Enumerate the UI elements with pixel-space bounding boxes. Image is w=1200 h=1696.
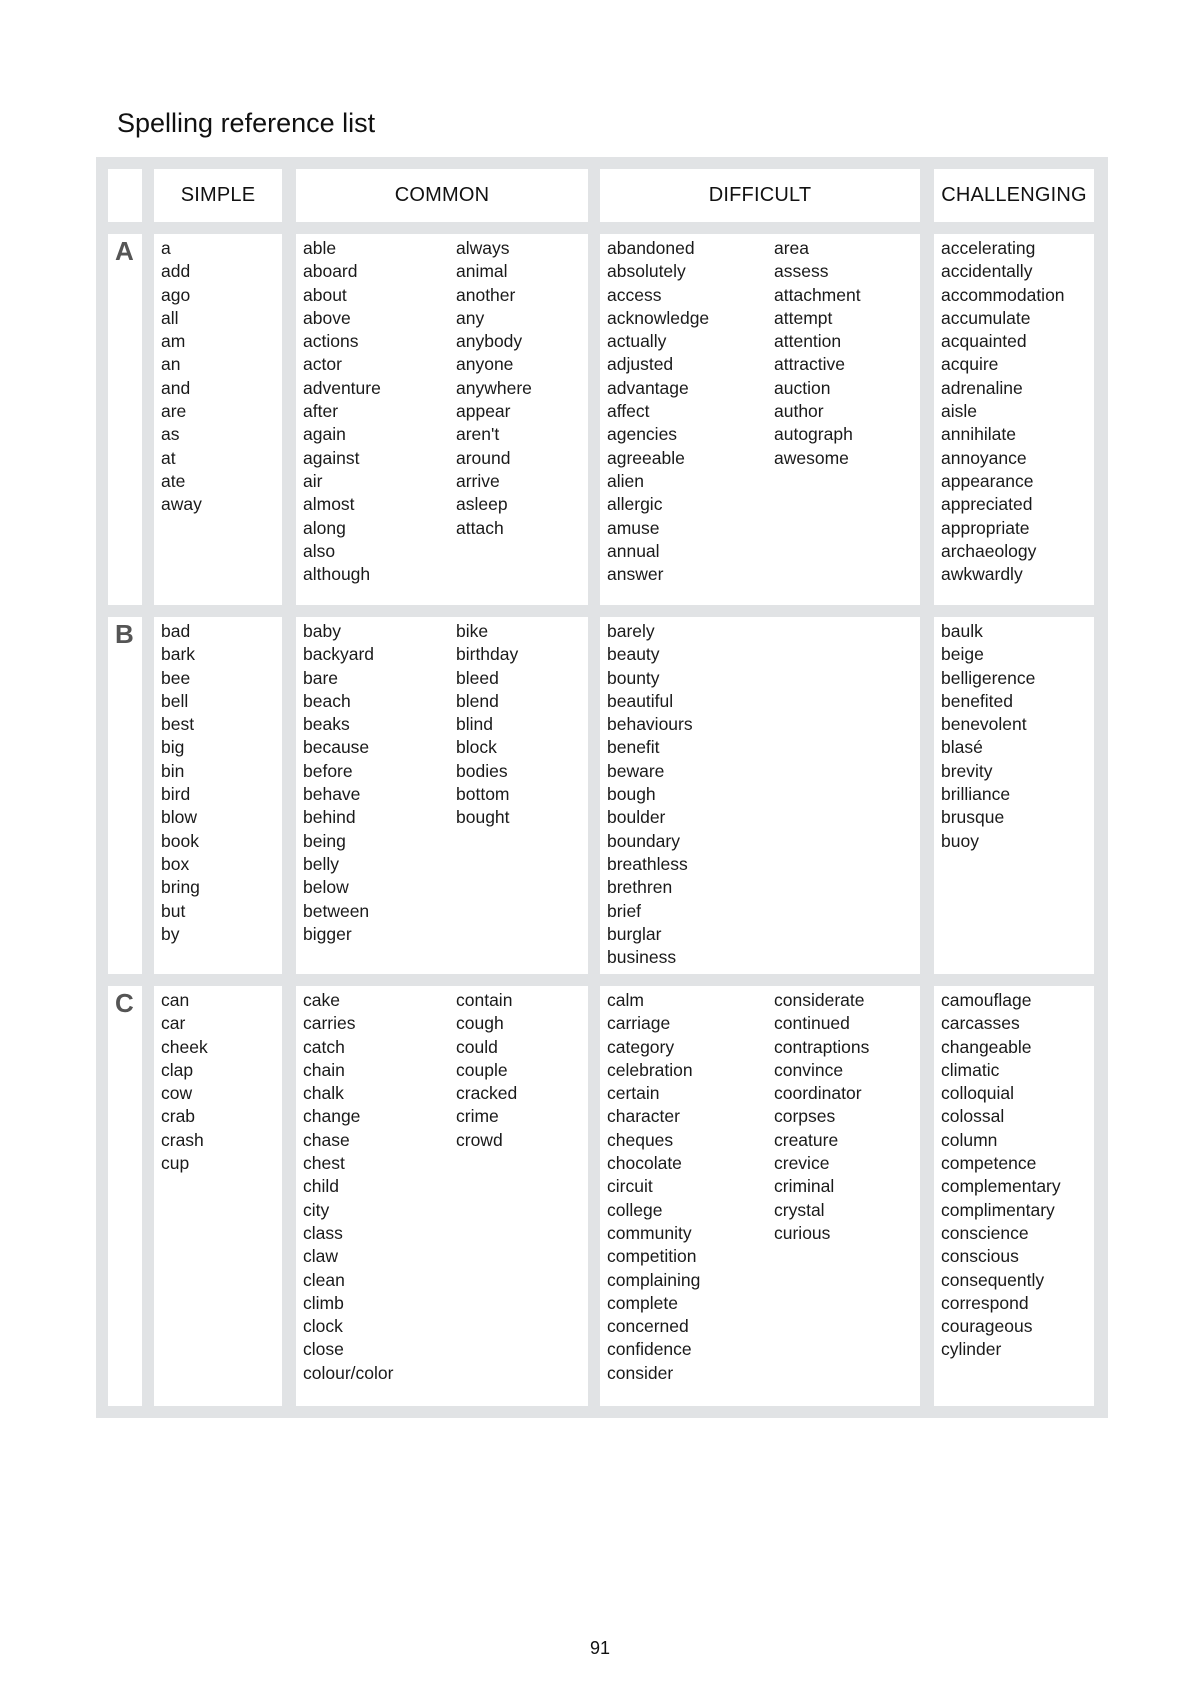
word-item: conscious [941,1246,1019,1267]
word-item: contraptions [774,1036,870,1057]
word-item: abandoned [607,238,695,258]
word-item: cup [161,1153,190,1174]
word-item: another [456,284,516,305]
word-item: column [941,1129,998,1150]
word-item: able [303,238,337,258]
header-common: COMMON [296,169,588,222]
word-item: autograph [774,424,853,445]
difficult-words-b-1 [607,620,693,969]
word-item: complementary [941,1176,1061,1197]
word-item: beware [607,760,665,781]
word-item: bough [607,784,656,805]
word-item: add [161,261,191,282]
challenging-words-a [941,237,1065,586]
word-item: any [456,307,485,328]
word-item: ate [161,470,186,491]
word-item: crystal [774,1199,825,1220]
word-item: awesome [774,447,849,468]
word-item: big [161,737,185,758]
word-item: couple [456,1059,508,1080]
word-item: cheek [161,1036,208,1057]
word-item: consequently [941,1269,1045,1290]
word-item: chest [303,1153,345,1174]
word-item: beige [941,644,984,665]
word-item: camouflage [941,990,1032,1010]
word-item: cracked [456,1083,518,1104]
word-item: character [607,1106,680,1127]
word-item: actor [303,354,342,375]
word-item: cake [303,990,340,1010]
word-item: continued [774,1013,850,1034]
common-words-b-2 [456,620,518,830]
word-item: anyone [456,354,514,375]
word-item: complimentary [941,1199,1055,1220]
word-item: against [303,447,360,468]
word-item: also [303,540,336,561]
word-item: crime [456,1106,499,1127]
word-item: considerate [774,990,865,1010]
word-item: amuse [607,517,660,538]
word-item: being [303,830,346,851]
word-item: breathless [607,853,688,874]
word-item: benefit [607,737,660,758]
word-item: around [456,447,511,468]
word-item: barely [607,621,655,641]
word-item: anywhere [456,377,532,398]
word-item: affect [607,401,650,422]
word-item: bare [303,667,339,688]
word-item: carriage [607,1013,671,1034]
word-item: book [161,830,199,851]
word-item: below [303,877,349,898]
word-item: attempt [774,307,833,328]
word-item: archaeology [941,540,1037,561]
word-item: are [161,401,187,422]
word-item: all [161,307,179,328]
word-item: beautiful [607,690,674,711]
word-item: beauty [607,644,660,665]
word-item: advantage [607,377,689,398]
word-item: between [303,900,370,921]
word-item: annoyance [941,447,1027,468]
word-item: brief [607,900,642,921]
common-words-b-1 [303,620,374,946]
word-item: absolutely [607,261,686,282]
challenging-words-c [941,989,1061,1362]
word-item: close [303,1339,344,1360]
word-item: boundary [607,830,680,851]
word-item: annihilate [941,424,1016,445]
word-item: an [161,354,181,375]
word-item: contain [456,990,513,1010]
word-item: bee [161,667,191,688]
word-item: accumulate [941,307,1031,328]
word-item: accidentally [941,261,1033,282]
word-item: child [303,1176,339,1197]
section-letter-c: C [115,988,134,1018]
word-item: coordinator [774,1083,862,1104]
word-item: boulder [607,807,666,828]
word-item: bigger [303,923,352,944]
word-item: benefited [941,690,1014,711]
word-item: as [161,424,180,445]
word-item: city [303,1199,330,1220]
word-item: behaviours [607,714,693,735]
word-item: crash [161,1129,204,1150]
header-challenging: CHALLENGING [934,169,1094,222]
word-item: complete [607,1292,679,1313]
word-item: bleed [456,667,499,688]
difficult-words-a-2 [774,237,861,470]
word-item: blasé [941,737,983,758]
header-difficult: DIFFICULT [600,169,920,222]
simple-words-c [161,989,208,1175]
simple-words-b [161,620,200,946]
word-item: competence [941,1153,1037,1174]
word-item: could [456,1036,498,1057]
common-words-a-2 [456,237,532,540]
word-item: appearance [941,470,1034,491]
word-item: asleep [456,494,508,515]
word-item: clean [303,1269,345,1290]
word-item: author [774,401,824,422]
word-item: anybody [456,331,523,352]
difficult-words-a-1 [607,237,709,586]
word-item: aisle [941,401,977,422]
word-item: crowd [456,1129,503,1150]
word-item: accommodation [941,284,1065,305]
word-item: along [303,517,346,538]
word-item: category [607,1036,675,1057]
word-item: crab [161,1106,196,1127]
word-item: business [607,947,677,968]
word-item: behind [303,807,356,828]
word-item: courageous [941,1316,1033,1337]
word-item: above [303,307,351,328]
word-item: behave [303,784,361,805]
word-item: aboard [303,261,358,282]
word-item: beaks [303,714,350,735]
word-item: belligerence [941,667,1036,688]
word-item: blend [456,690,499,711]
word-item: catch [303,1036,345,1057]
word-item: competition [607,1246,697,1267]
word-item: chain [303,1059,345,1080]
common-words-c-2 [456,989,517,1152]
word-item: ago [161,284,191,305]
word-item: again [303,424,346,445]
page-number: 91 [589,1638,611,1658]
word-item: blow [161,807,197,828]
word-item: appropriate [941,517,1030,538]
word-item: changeable [941,1036,1032,1057]
word-item: brusque [941,807,1005,828]
word-item: clap [161,1059,194,1080]
word-item: answer [607,564,664,585]
word-item: always [456,238,510,258]
word-item: criminal [774,1176,835,1197]
word-item: because [303,737,370,758]
word-item: but [161,900,186,921]
word-item: bell [161,690,189,711]
word-item: belly [303,853,339,874]
word-item: bin [161,760,185,781]
word-item: climb [303,1292,344,1313]
word-item: block [456,737,497,758]
word-item: adrenaline [941,377,1023,398]
word-item: allergic [607,494,663,515]
word-item: colossal [941,1106,1005,1127]
word-item: brethren [607,877,673,898]
word-item: celebration [607,1059,693,1080]
header-simple: SIMPLE [154,169,282,222]
word-item: air [303,470,323,491]
word-item: calm [607,990,644,1010]
word-item: benevolent [941,714,1027,735]
word-item: bounty [607,667,660,688]
word-item: car [161,1013,186,1034]
header-corner [108,169,142,222]
cell-c-letter [108,986,142,1406]
word-item: clock [303,1316,343,1337]
word-item: convince [774,1059,844,1080]
word-item: area [774,238,810,258]
word-item: away [161,494,202,515]
word-item: and [161,377,191,398]
word-item: community [607,1222,692,1243]
word-item: carries [303,1013,356,1034]
word-item: change [303,1106,361,1127]
word-item: at [161,447,176,468]
word-item: brevity [941,760,993,781]
spelling-table [96,157,1108,1418]
word-item: bad [161,621,191,641]
word-item: adventure [303,377,381,398]
challenging-words-b [941,620,1035,853]
word-item: actions [303,331,359,352]
word-item: colour/color [303,1362,394,1383]
word-item: cough [456,1013,504,1034]
word-item: annual [607,540,660,561]
word-item: awkwardly [941,564,1023,585]
word-item: blind [456,714,493,735]
word-item: birthday [456,644,519,665]
word-item: concerned [607,1316,689,1337]
word-item: aren't [456,424,500,445]
word-item: attach [456,517,504,538]
word-item: a [161,238,171,258]
word-item: buoy [941,830,979,851]
word-item: agreeable [607,447,685,468]
word-item: bark [161,644,196,665]
word-item: appreciated [941,494,1033,515]
word-item: colloquial [941,1083,1014,1104]
word-item: best [161,714,195,735]
word-item: burglar [607,923,662,944]
word-item: cow [161,1083,193,1104]
word-item: cylinder [941,1339,1002,1360]
word-item: box [161,853,190,874]
word-item: adjusted [607,354,674,375]
word-item: attachment [774,284,861,305]
word-item: can [161,990,190,1010]
word-item: auction [774,377,831,398]
word-item: consider [607,1362,674,1383]
common-words-a-1 [303,237,381,586]
common-words-c-1 [303,989,393,1385]
word-item: before [303,760,353,781]
cell-a-letter [108,234,142,605]
word-item: brilliance [941,784,1011,805]
word-item: curious [774,1222,831,1243]
word-item: alien [607,470,644,491]
word-item: corpses [774,1106,836,1127]
word-item: acquire [941,354,999,375]
word-item: assess [774,261,829,282]
word-item: complaining [607,1269,701,1290]
word-item: bodies [456,760,508,781]
word-item: acquainted [941,331,1027,352]
word-item: chocolate [607,1153,682,1174]
word-item: crevice [774,1153,830,1174]
word-item: by [161,923,180,944]
word-item: carcasses [941,1013,1020,1034]
word-item: animal [456,261,508,282]
word-item: appear [456,401,511,422]
word-item: almost [303,494,355,515]
word-item: acknowledge [607,307,710,328]
word-item: after [303,401,339,422]
word-item: climatic [941,1059,1000,1080]
word-item: claw [303,1246,339,1267]
word-item: bring [161,877,200,898]
word-item: chalk [303,1083,344,1104]
word-item: although [303,564,371,585]
word-item: agencies [607,424,678,445]
word-item: bird [161,784,191,805]
word-item: confidence [607,1339,692,1360]
word-item: attractive [774,354,845,375]
word-item: arrive [456,470,500,491]
word-item: baby [303,621,341,641]
word-item: bottom [456,784,510,805]
section-letter-b: B [115,619,134,649]
word-item: cheques [607,1129,674,1150]
word-item: am [161,331,186,352]
word-item: backyard [303,644,375,665]
section-letter-a: A [115,236,134,266]
word-item: accelerating [941,238,1036,258]
word-item: bike [456,621,489,641]
word-item: about [303,284,347,305]
word-item: actually [607,331,667,352]
word-item: attention [774,331,842,352]
word-item: baulk [941,621,983,641]
word-item: class [303,1222,343,1243]
word-item: conscience [941,1222,1029,1243]
word-item: bought [456,807,510,828]
simple-words-a [161,237,202,517]
word-item: correspond [941,1292,1029,1313]
word-item: certain [607,1083,660,1104]
word-item: chase [303,1129,350,1150]
word-item: creature [774,1129,839,1150]
cell-b-letter [108,617,142,974]
word-item: circuit [607,1176,653,1197]
word-item: college [607,1199,663,1220]
difficult-words-c-1 [607,989,700,1385]
page-title: Spelling reference list [117,108,376,138]
difficult-words-c-2 [774,989,869,1245]
word-item: beach [303,690,351,711]
word-item: access [607,284,662,305]
